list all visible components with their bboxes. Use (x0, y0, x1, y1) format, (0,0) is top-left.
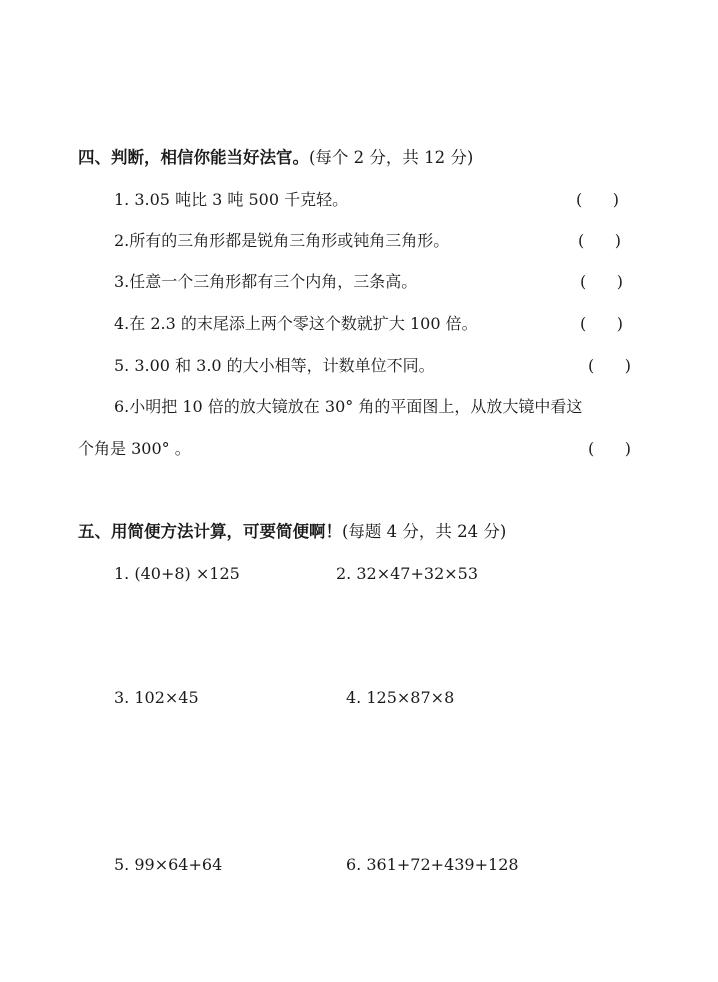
section-5-heading (78, 522, 506, 542)
section-4-title: 四、判断，相信你能当好法官。 (78, 148, 309, 167)
judgment-item-3: 3.任意一个三角形都有三个内角，三条高。 (114, 272, 418, 291)
judgment-item-5: 5. 3.00 和 3.0 的大小相等，计数单位不同。 (114, 356, 435, 375)
answer-blank-4[interactable]: ( ) (580, 314, 623, 333)
judgment-item-2: 2.所有的三角形都是锐角三角形或钝角三角形。 (114, 231, 450, 250)
section-5-title: 五、用简便方法计算，可要简便啊！ (78, 522, 342, 541)
answer-blank-5[interactable]: ( ) (588, 356, 631, 375)
answer-blank-2[interactable]: ( ) (578, 231, 621, 250)
judgment-item-6: 6.小明把 10 倍的放大镜放在 30° 角的平面图上，从放大镜中看这 (114, 397, 583, 416)
calc-problem-3: 3. 102×45 (114, 688, 199, 707)
judgment-item-1: 1. 3.05 吨比 3 吨 500 千克轻。 (114, 190, 349, 209)
judgment-item-6-continued: 个角是 300° 。 (78, 439, 191, 458)
judgment-item-4: 4.在 2.3 的末尾添上两个零这个数就扩大 100 倍。 (114, 314, 478, 333)
calc-problem-4: 4. 125×87×8 (346, 688, 455, 707)
section-5-scoring-note: (每题 4 分，共 24 分) (342, 522, 507, 541)
calc-problem-5: 5. 99×64+64 (114, 855, 223, 874)
answer-blank-3[interactable]: ( ) (580, 272, 623, 291)
section-4-heading (78, 148, 473, 168)
section-4-scoring-note: (每个 2 分，共 12 分) (309, 148, 474, 167)
answer-blank-6[interactable]: ( ) (588, 439, 631, 458)
calc-problem-2: 2. 32×47+32×53 (336, 564, 479, 583)
calc-problem-1: 1. (40+8) ×125 (114, 564, 240, 583)
answer-blank-1[interactable]: ( ) (576, 190, 619, 209)
calc-problem-6: 6. 361+72+439+128 (346, 855, 519, 874)
